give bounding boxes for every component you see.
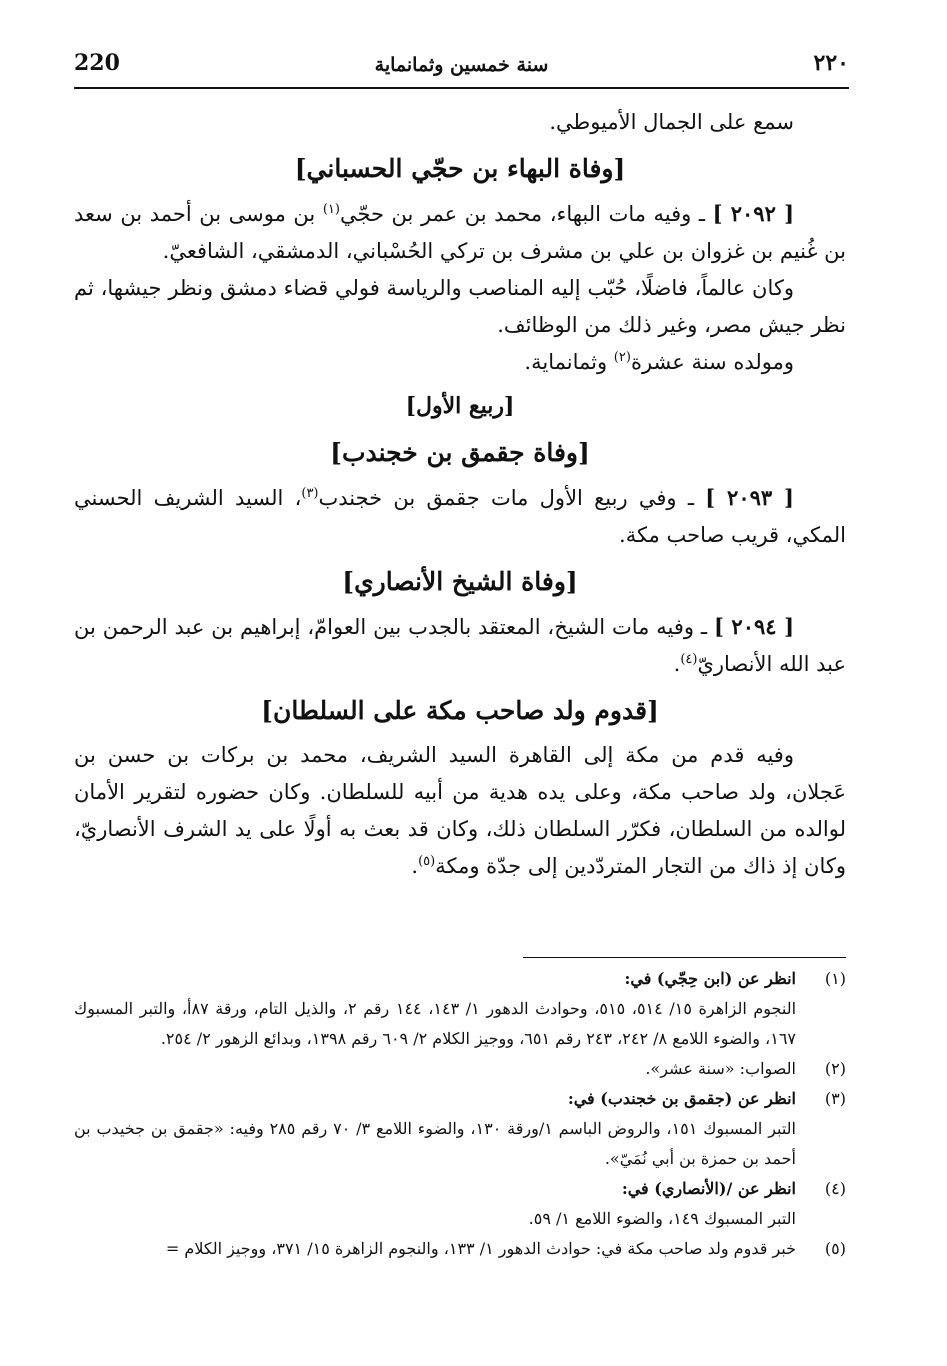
intro-line: سمع على الجمال الأميوطي. bbox=[549, 110, 794, 134]
footnote bbox=[74, 1234, 846, 1264]
footnote-mark: (٤) bbox=[824, 1179, 846, 1198]
header-divider bbox=[74, 87, 849, 89]
entry-number: [ ٢٠٩٣ ] bbox=[705, 485, 794, 510]
footnote-mark: (٢) bbox=[824, 1059, 846, 1078]
entry-2093 bbox=[74, 479, 846, 554]
footnote bbox=[74, 1054, 846, 1084]
footnote bbox=[74, 1084, 846, 1174]
footnote-body: التبر المسبوك ١٥١، والروض الباسم ١/ورقة ١٣٠، والضوء اللامع ٣/ ٧٠ رقم ٢٨٥ وفيه: «جقمق بن جخيدب بن أحمد بن حمزة بن أبي نُمَيّ». bbox=[74, 1119, 796, 1168]
footnote-heading: انظر عن /(الأنصاري) في: bbox=[621, 1179, 796, 1198]
footnote-mark: (٣) bbox=[824, 1089, 846, 1108]
footnote-ref[interactable]: (٣) bbox=[301, 486, 319, 501]
continuation-mark: = bbox=[165, 1239, 180, 1258]
footnote-mark: (١) bbox=[824, 969, 846, 988]
paragraph-text: وثمانماية. bbox=[524, 350, 614, 374]
footnote-text: خبر قدوم ولد صاحب مكة في: حوادث الدهور ١/ ١٣٣، والنجوم الزاهرة ١٥/ ٣٧١، ووجيز الكلام bbox=[184, 1239, 796, 1258]
footnote bbox=[74, 964, 846, 1054]
entry-text: . bbox=[673, 652, 681, 676]
paragraph bbox=[74, 344, 846, 381]
entry-number: [ ٢٠٩٤ ] bbox=[713, 614, 795, 639]
footnote-heading: انظر عن (جقمق بن خجندب) في: bbox=[567, 1089, 796, 1108]
footnote-ref[interactable]: (٢) bbox=[613, 350, 631, 365]
paragraph bbox=[74, 737, 846, 885]
footnote-ref[interactable]: (٥) bbox=[418, 854, 436, 869]
entry-2094 bbox=[74, 608, 846, 683]
footnote-body: الصواب: «سنة عشر». bbox=[645, 1059, 796, 1078]
entry-text: ـ وفي ربيع الأول مات جقمق بن خجندب bbox=[318, 486, 706, 510]
entry-text: ، السيد الشريف الحسني المكي، قريب صاحب مكة. bbox=[74, 486, 846, 547]
month-heading: [ربيع الأول] bbox=[405, 393, 515, 419]
paragraph: وكان عالماً، فاضلًا، حُبّب إليه المناصب والرياسة فولي قضاء دمشق ونظر جيشها، ثم نظر جيش مصر، وغير ذلك من الوظائف. bbox=[74, 276, 846, 337]
footnote-body: النجوم الزاهرة ١٥/ ٥١٤، ٥١٥، وحوادث الدهور ١/ ١٤٣، ١٤٤ رقم ٢، والذيل التام، ورقة ٨٧أ، والتبر المسبوك ١٦٧، والضوء اللامع ٨/ ٢٤٢، ٢٤٣ رقم ٦٥١، ووجيز الكلام ٢/ ٦٠٩ رقم ١٣٩٨، وبدائع الزهور ٢/ ٢٥٤. bbox=[74, 999, 797, 1048]
entry-text: ـ وفيه مات الشيخ، المعتقد بالجدب بين العوامّ، إبراهيم بن عبد الرحمن بن عبد الله الأنصاريّ bbox=[74, 615, 846, 676]
section-heading-2: [وفاة جقمق بن خجندب] bbox=[330, 438, 590, 467]
page-number-arabic: ٢٢٠ bbox=[813, 50, 849, 76]
footnote bbox=[74, 1174, 846, 1234]
entry-text: بن موسى بن أحمد بن سعد بن غُنيم بن غزوان بن علي بن مشرف بن تركي الحُسْباني، الدمشقي، الشافعيّ. bbox=[74, 202, 846, 263]
footnote-heading: انظر عن (ابن حِجّي) في: bbox=[624, 969, 796, 988]
footnote-body bbox=[74, 1234, 796, 1264]
entry-2092 bbox=[74, 195, 846, 270]
footnote-ref[interactable]: (٤) bbox=[680, 652, 698, 667]
section-heading-4: [قدوم ولد صاحب مكة على السلطان] bbox=[261, 696, 659, 725]
footnote-body: التبر المسبوك ١٤٩، والضوء اللامع ١/ ٥٩. bbox=[528, 1209, 796, 1228]
section-heading-1: [وفاة البهاء بن حجّي الحسباني] bbox=[294, 154, 626, 183]
footnotes bbox=[74, 964, 846, 1264]
paragraph-text: ومولده سنة عشرة bbox=[630, 350, 794, 374]
footnote-ref[interactable]: (١) bbox=[322, 202, 340, 217]
running-title: سنة خمسين وثمانماية bbox=[374, 54, 549, 76]
page-number-latin: 220 bbox=[74, 50, 120, 76]
entry-text: ـ وفيه مات البهاء، محمد بن عمر بن حجّي bbox=[339, 202, 713, 226]
paragraph-text: وفيه قدم من مكة إلى القاهرة السيد الشريف، محمد بن بركات بن حسن بن عَجلان، ولد صاحب مكة، وعلى يده هدية من أبيه للسلطان. وكان حضوره لتقرير الأمان لوالده من السلطان، فكرّر السلطان ذلك، وكان قد بعث به أولًا على يد الشرف الأنصاريّ، وكان إذ ذاك من التجار المتردّدين إلى جدّة ومكة bbox=[74, 743, 846, 878]
main-text bbox=[74, 104, 846, 885]
section-heading-3: [وفاة الشيخ الأنصاري] bbox=[342, 567, 578, 596]
footnote-divider bbox=[523, 957, 846, 958]
running-header bbox=[74, 44, 849, 86]
entry-number: [ ٢٠٩٢ ] bbox=[712, 201, 795, 226]
paragraph-text: . bbox=[411, 854, 419, 878]
footnote-mark: (٥) bbox=[824, 1239, 846, 1258]
